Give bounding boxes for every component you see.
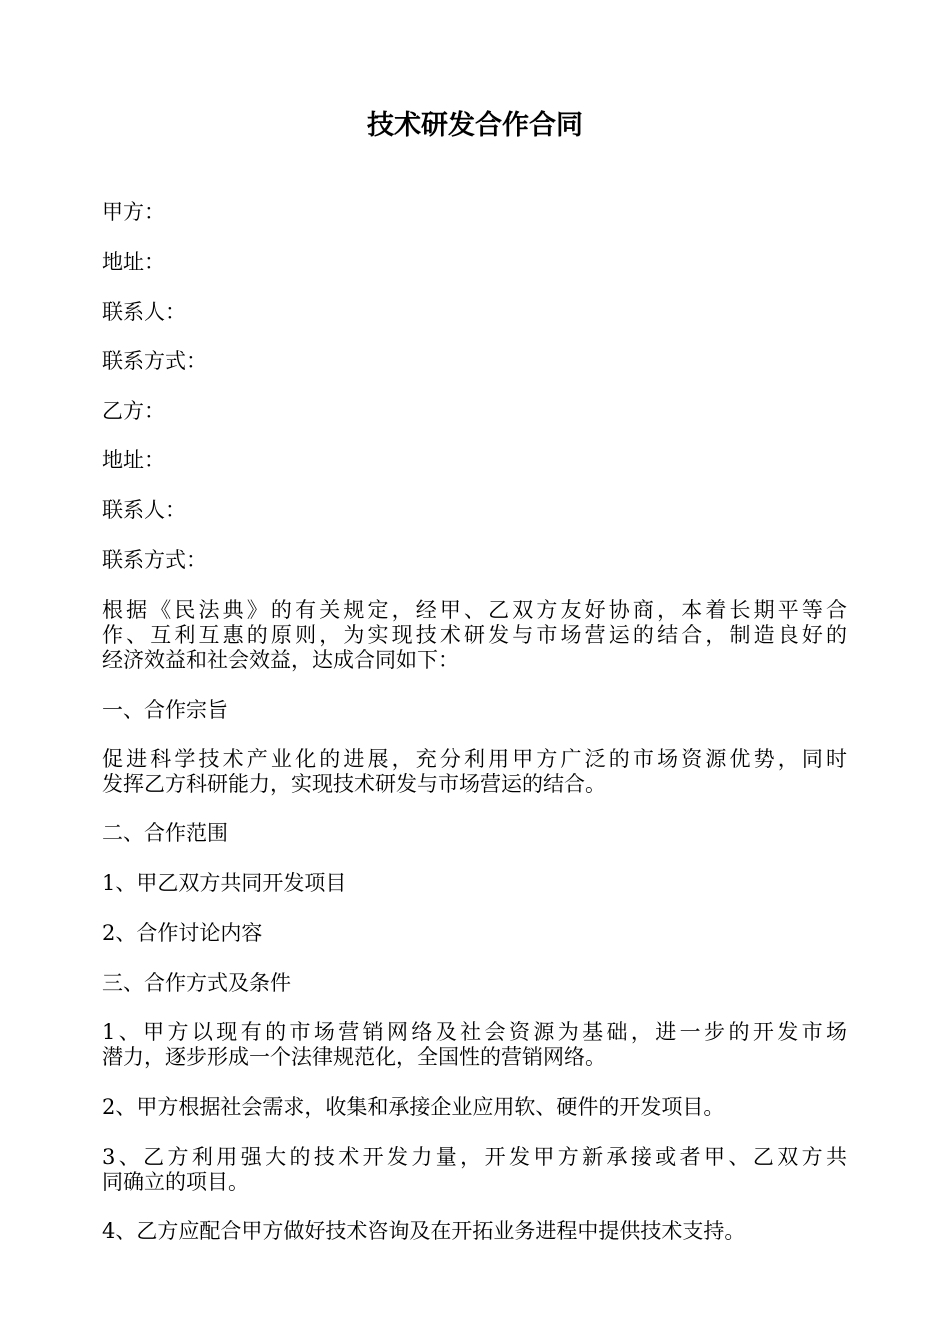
section2-heading: 二、合作范围 bbox=[102, 821, 228, 845]
party-a-contact-label: 联系人： bbox=[102, 300, 186, 324]
party-b-name-label: 乙方： bbox=[102, 399, 165, 423]
section1-body bbox=[102, 747, 862, 797]
section3-item3-line: 同确立的项目。 bbox=[102, 1170, 249, 1194]
section3-item1 bbox=[102, 1020, 862, 1070]
section3-item1-line: 潜力，逐步形成一个法律规范化，全国性的营销网络。 bbox=[102, 1045, 606, 1069]
section3-item3 bbox=[102, 1145, 862, 1195]
section1-body-line: 发挥乙方科研能力，实现技术研发与市场营运的结合。 bbox=[102, 772, 606, 796]
preamble-paragraph bbox=[102, 598, 862, 673]
section3-heading: 三、合作方式及条件 bbox=[102, 971, 291, 995]
party-a-address-label: 地址： bbox=[102, 250, 165, 274]
party-b-address-label: 地址： bbox=[102, 448, 165, 472]
preamble-line: 作、互利互惠的原则，为实现技术研发与市场营运的结合，制造良好的 bbox=[102, 623, 847, 647]
section1-body-line: 促进科学技术产业化的进展，充分利用甲方广泛的市场资源优势，同时 bbox=[102, 747, 847, 771]
section1-heading: 一、合作宗旨 bbox=[102, 698, 228, 722]
section3-item3-line: 3、乙方利用强大的技术开发力量，开发甲方新承接或者甲、乙双方共 bbox=[102, 1145, 847, 1169]
preamble-line: 经济效益和社会效益，达成合同如下： bbox=[102, 648, 459, 672]
section3-item1-line: 1、甲方以现有的市场营销网络及社会资源为基础，进一步的开发市场 bbox=[102, 1020, 847, 1044]
document-title: 技术研发合作合同 bbox=[367, 110, 583, 141]
section3-item4: 4、乙方应配合甲方做好技术咨询及在开拓业务进程中提供技术支持。 bbox=[102, 1219, 746, 1243]
section3-item2: 2、甲方根据社会需求，收集和承接企业应用软、硬件的开发项目。 bbox=[102, 1095, 725, 1119]
party-b-contact-method-label: 联系方式： bbox=[102, 548, 207, 572]
section2-item2: 2、合作讨论内容 bbox=[102, 921, 263, 945]
preamble-line: 根据《民法典》的有关规定，经甲、乙双方友好协商，本着长期平等合 bbox=[102, 598, 847, 622]
party-a-contact-method-label: 联系方式： bbox=[102, 349, 207, 373]
section2-item1: 1、甲乙双方共同开发项目 bbox=[102, 871, 347, 895]
party-b-contact-label: 联系人： bbox=[102, 498, 186, 522]
party-a-name-label: 甲方： bbox=[102, 200, 165, 224]
